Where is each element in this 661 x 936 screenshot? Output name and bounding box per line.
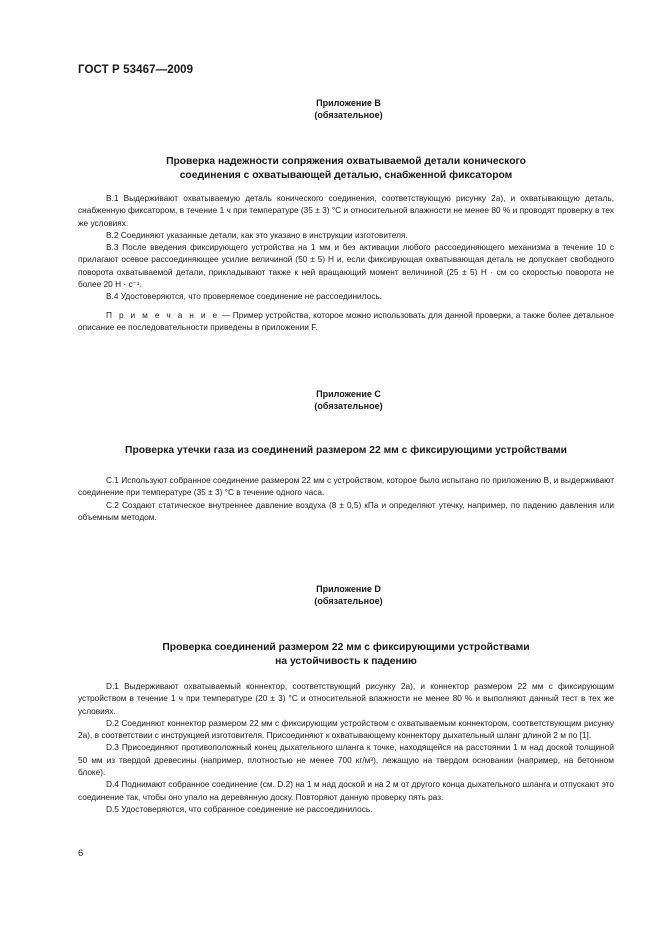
annex-b-title (78, 155, 614, 183)
annex-d-title (78, 641, 614, 669)
annex-d-title-line2: на устойчивость к падению (275, 656, 417, 667)
annex-c-title-line: Проверка утечки газа из соединений размером 22 мм с фиксирующими устройствами (125, 445, 567, 456)
annex-b-body (78, 192, 614, 333)
clause-b3: В.3 После введения фиксирующего устройства на 1 мм и без активации любого рассоединяющего механизма в течение 10 с прилагают осевое рассоединяющее усилие величиной (50 ± 5) Н и, если фиксирующая охватывающая деталь не допускает свободного поворота охватываемой детали, прикладывают также к ней вращающий момент величиной (25 ± 5) Н · см со скоростью поворота не более 20 Н · с⁻¹. (78, 242, 614, 290)
annex-d-body (78, 680, 614, 815)
annex-b-heading (0, 97, 661, 121)
note-text: — Пример устройства, которое можно использовать для данной проверки, а также более детальное описание ее последовательности приведены в приложении F. (78, 309, 614, 332)
annex-d-title-line1: Проверка соединений размером 22 мм с фиксирующими устройствами (162, 642, 530, 653)
clause-c2: С.2 Создают статическое внутреннее давление воздуха (8 ± 0,5) кПа и определяют утечку, например, по падению давления или объемным методом. (78, 499, 614, 522)
clause-d1: D.1 Выдерживают охватываемый коннектор, соответствующий рисунку 2а), и коннектор размером 22 мм с фиксирующим устройством в течение 1 ч при температуре (20 ± 3) °С и относительной влажности не менее 80 % и выполняют данный тест в тех же условиях. (78, 681, 614, 716)
page-number: 6 (78, 848, 84, 859)
annex-c-title (78, 444, 614, 458)
annex-b-note (78, 309, 614, 334)
clause-b1: В.1 Выдерживают охватываемую деталь конического соединения, соответствующую рисунку 2а), и охватывающую деталь, снабженную фиксатором, в течение 1 ч при температуре (35 ± 3) °С и относительной влажности не менее 80 % и проводят проверку в тех же условиях. (78, 193, 614, 228)
clause-c1: С.1 Используют собранное соединение размером 22 мм с устройством, которое было испытано по приложению В, и выдерживают соединение при температуре (35 ± 3) °С в течение одного часа. (78, 475, 614, 498)
annex-b-label: Приложение B (316, 98, 381, 108)
clause-d2: D.2 Соединяют коннектор размером 22 мм с фиксирующим устройством с охватываемым коннектором, соответствующим рисунку 2а), в соответствии с инструкцией изготовителя. Присоединяют к охватывающему коннектору дыхательный шланг длиной 2 м по [1]. (78, 717, 614, 741)
annex-c-label: Приложение C (316, 389, 381, 399)
annex-c-status: (обязательное) (314, 401, 383, 411)
standard-header: ГОСТ Р 53467—2009 (78, 64, 194, 76)
annex-d-heading (0, 583, 661, 607)
clause-d3: D.3 Присоединяют противоположный конец дыхательного шланга к точке, находящейся на расстоянии 1 м над доской толщиной 50 мм из твердой древесины (например, плотностью не менее 700 кг/м³), лежащую на твердом основании (например, на бетонном блоке). (78, 742, 614, 778)
annex-d-label: Приложение D (316, 584, 381, 594)
annex-b-status: (обязательное) (314, 110, 383, 120)
clause-d4: D.4 Поднимают собранное соединение (см. D.2) на 1 м над доской и на 2 м от другого конца дыхательного шланга и отпускают это соединение так, чтобы оно упало на деревянную доску. Повторяют данную проверку пять раз. (78, 779, 614, 802)
annex-c-heading (0, 388, 661, 412)
annex-b-title-line1: Проверка надежности сопряжения охватываемой детали конического (166, 156, 526, 167)
clause-b4: В.4 Удостоверяются, что проверяемое соединение не рассоединилось. (106, 291, 382, 302)
annex-b-title-line2: соединения с охватывающей деталью, снабженной фиксатором (179, 170, 513, 181)
clause-d5: D.5 Удостоверяются, что собранное соединение не рассоединилось. (106, 803, 373, 814)
annex-d-status: (обязательное) (314, 596, 383, 606)
annex-c-body (78, 474, 614, 523)
note-label: П р и м е ч а н и е (106, 309, 220, 320)
clause-b2: В.2 Соединяют указанные детали, как это указано в инструкции изготовителя. (106, 229, 408, 240)
